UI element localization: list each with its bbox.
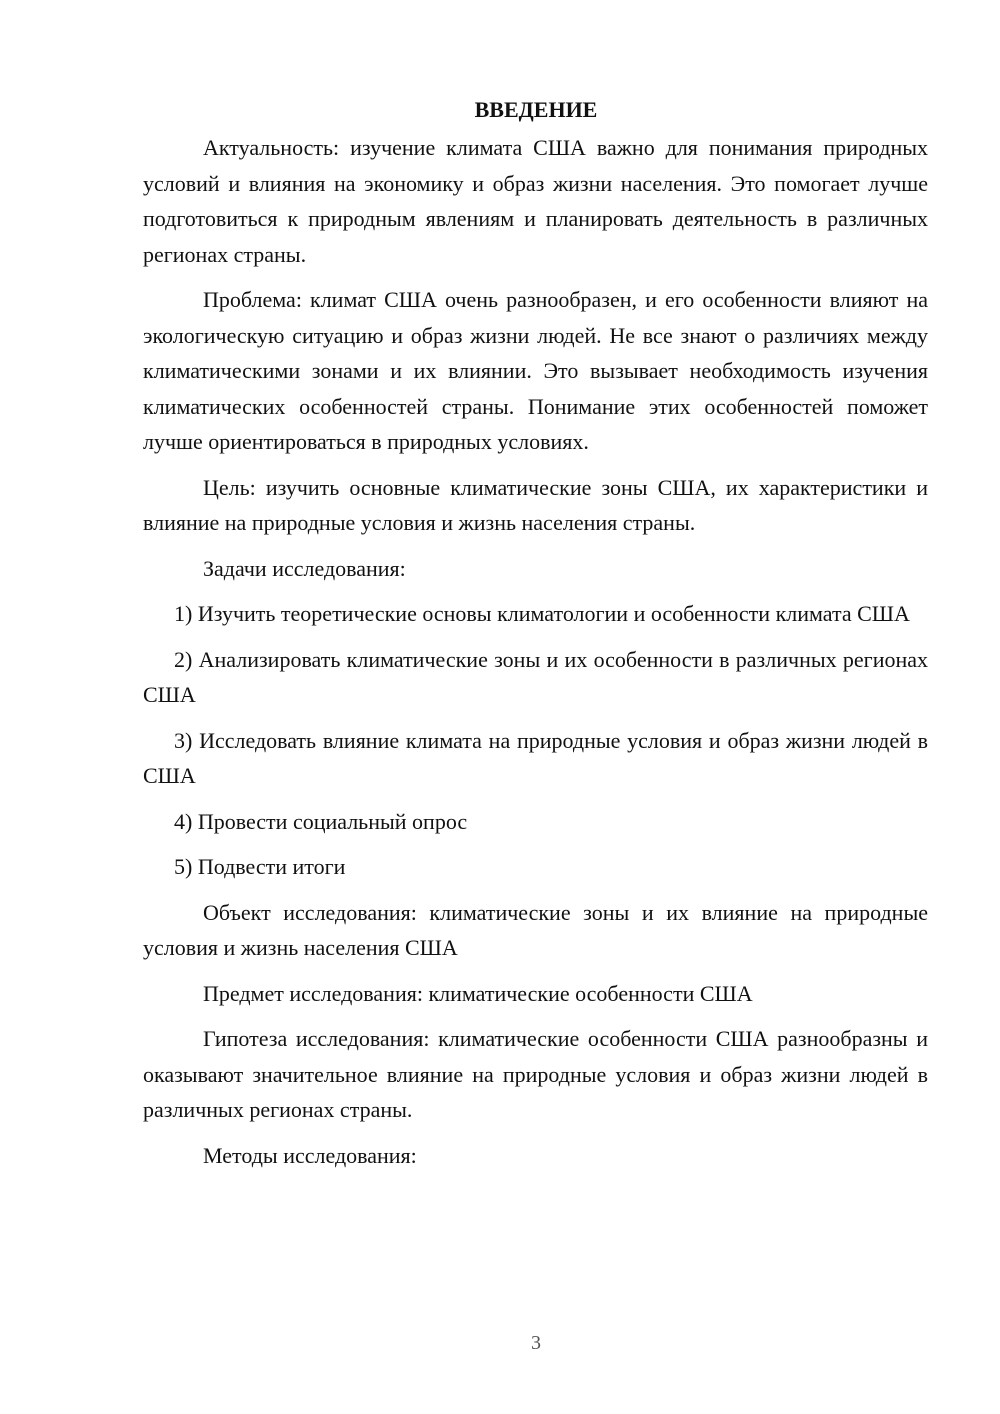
task-item-3: 3) Исследовать влияние климата на природные условия и образ жизни людей в США	[143, 727, 928, 788]
section-title: ВВЕДЕНИЕ	[474, 97, 598, 122]
task-item-4: 4) Провести социальный опрос	[174, 808, 468, 834]
paragraph-problem: Проблема: климат США очень разнообразен, и его особенности влияют на экологическую ситуацию и образ жизни людей. Не все знают о различиях между климатическими зонами и их влиянии. Это вызывает необходимость изучения климатических особенностей страны. Понимание этих особенностей поможет лучше ориентироваться в природных условиях.	[143, 287, 928, 454]
paragraph-relevance: Актуальность: изучение климата США важно для понимания природных условий и влияния на экономику и образ жизни населения. Это помогает лучше подготовиться к природным явлениям и планировать деятельность в различных регионах страны.	[143, 135, 928, 267]
page-number: 3	[531, 1332, 541, 1354]
paragraph-goal: Цель: изучить основные климатические зоны США, их характеристики и влияние на природные условия и жизнь населения страны.	[143, 474, 928, 535]
paragraph-hypothesis: Гипотеза исследования: климатические особенности США разнообразны и оказывают значительное влияние на природные условия и образ жизни людей в различных регионах страны.	[143, 1026, 928, 1122]
paragraph-subject: Предмет исследования: климатические особенности США	[203, 980, 753, 1006]
paragraph-tasks-heading: Задачи исследования:	[203, 555, 406, 581]
task-item-1: 1) Изучить теоретические основы климатологии и особенности климата США	[174, 601, 910, 626]
document-body	[143, 92, 928, 1173]
paragraph-methods: Методы исследования:	[203, 1142, 417, 1168]
paragraph-object: Объект исследования: климатические зоны и их влияние на природные условия и жизнь населения США	[143, 899, 928, 960]
task-item-5: 5) Подвести итоги	[174, 854, 346, 879]
task-item-2: 2) Анализировать климатические зоны и их особенности в различных регионах США	[143, 646, 928, 707]
